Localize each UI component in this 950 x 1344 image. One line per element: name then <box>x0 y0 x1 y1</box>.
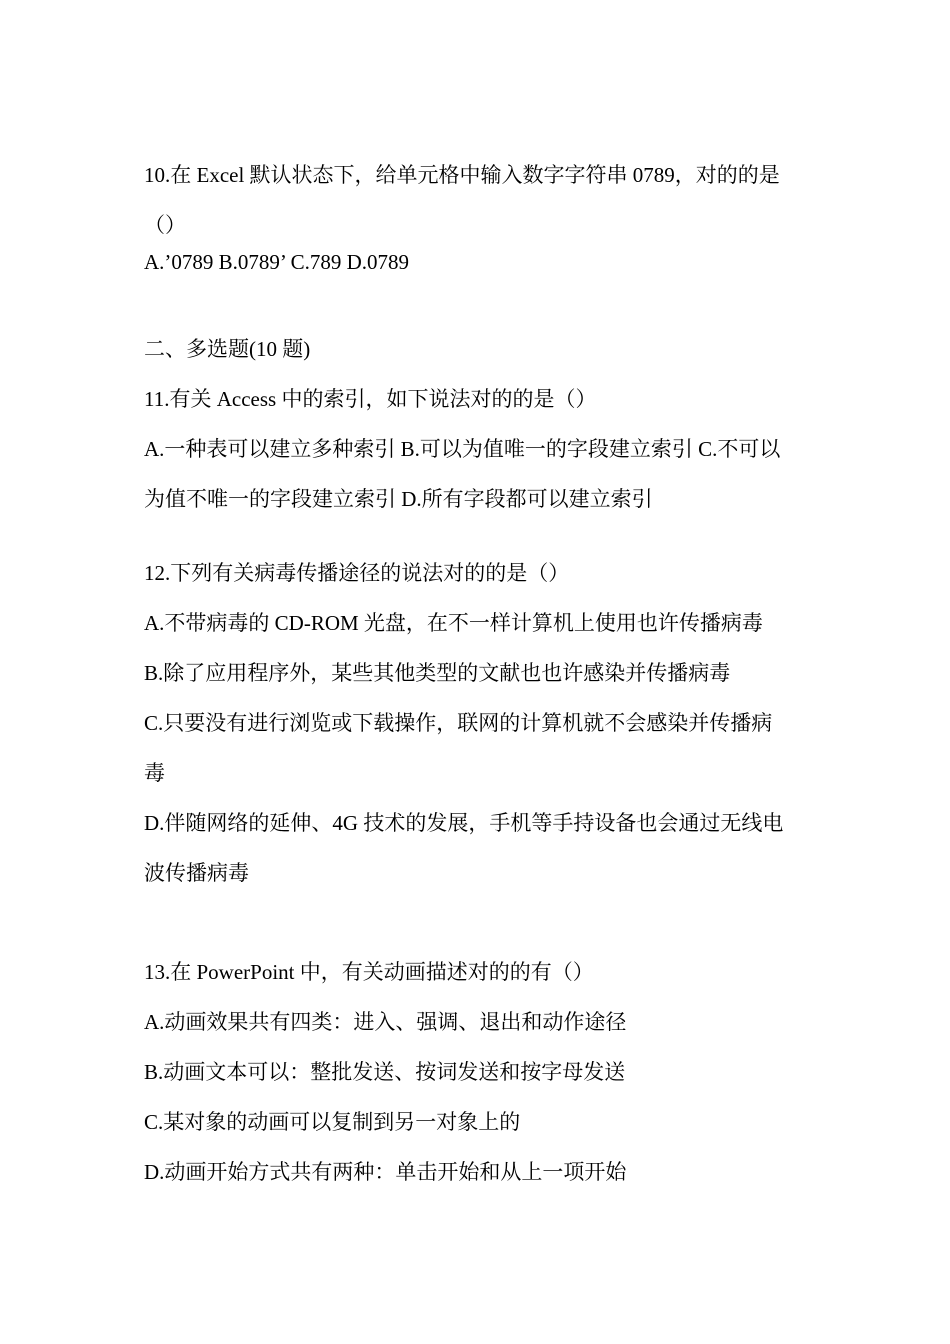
q11-stem: 11.有关 Access 中的索引，如下说法对的的是（） <box>144 387 597 411</box>
q12-option-c-line1: C.只要没有进行浏览或下载操作，联网的计算机就不会感染并传播病 <box>144 711 773 735</box>
q11-options-line2: 为值不唯一的字段建立索引 D.所有字段都可以建立索引 <box>144 487 653 511</box>
q13-option-b: B.动画文本可以：整批发送、按词发送和按字母发送 <box>144 1060 626 1084</box>
q12-option-a: A.不带病毒的 CD-ROM 光盘，在不一样计算机上使用也许传播病毒 <box>144 611 763 635</box>
q13-stem: 13.在 PowerPoint 中，有关动画描述对的的有（） <box>144 960 594 984</box>
section-heading: 二、多选题(10 题) <box>144 337 311 361</box>
q12-option-c-line2: 毒 <box>144 761 165 785</box>
q12-option-d-line2: 波传播病毒 <box>144 861 249 885</box>
q10-stem-line1: 10.在 Excel 默认状态下，给单元格中输入数字字符串 0789，对的的是 <box>144 163 780 187</box>
q13-option-c: C.某对象的动画可以复制到另一对象上的 <box>144 1110 521 1134</box>
q13-option-d: D.动画开始方式共有两种：单击开始和从上一项开始 <box>144 1160 627 1184</box>
q11-options-line1: A.一种表可以建立多种索引 B.可以为值唯一的字段建立索引 C.不可以 <box>144 437 781 461</box>
q12-option-d-line1: D.伴随网络的延伸、4G 技术的发展，手机等手持设备也会通过无线电 <box>144 811 784 835</box>
q12-stem: 12.下列有关病毒传播途径的说法对的的是（） <box>144 561 570 585</box>
q12-option-b: B.除了应用程序外，某些其他类型的文献也也许感染并传播病毒 <box>144 661 731 685</box>
q13-option-a: A.动画效果共有四类：进入、强调、退出和动作途径 <box>144 1010 627 1034</box>
q10-options: A.’0789 B.0789’ C.789 D.0789 <box>144 250 410 274</box>
q10-stem-line2: （） <box>144 213 186 237</box>
